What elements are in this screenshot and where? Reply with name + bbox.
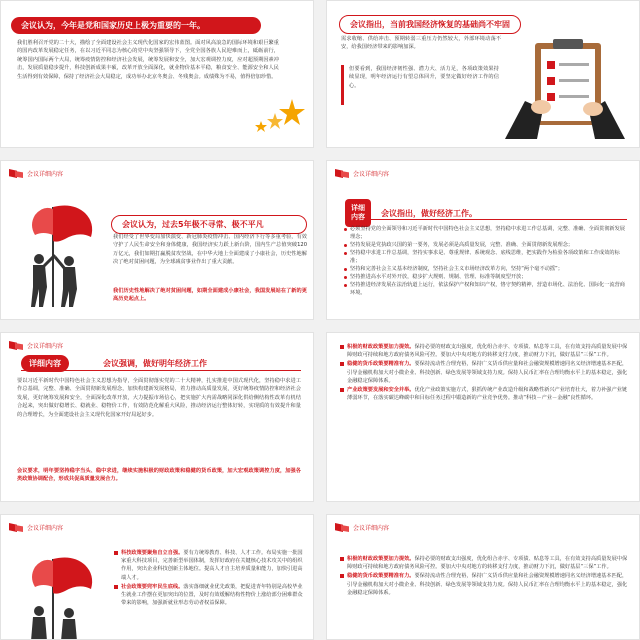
slide-8[interactable] xyxy=(326,514,640,640)
gold-stars-icon xyxy=(247,97,307,137)
slide-2[interactable] xyxy=(326,0,640,148)
flag-icon xyxy=(9,523,23,532)
slide-6-list xyxy=(339,343,631,403)
slide-5-rule xyxy=(21,370,301,371)
slide-3[interactable] xyxy=(0,160,314,320)
list-item: 坚持推进高水平对外开放，稳步扩大规则、规制、管理、标准等制度型开放； xyxy=(343,273,629,281)
list-item: 社会政策要兜牢民生底线。落实落细就业优先政策，把促进青年特别是高校毕业生就业工作摆在更加突出的位置，及时有效缓解结构性物价上涨给部分困难群众带来的影响，加强新就业形态劳动者权益保障。 xyxy=(113,583,307,608)
slide-5[interactable] xyxy=(0,332,314,502)
slide-4-rule xyxy=(371,219,627,220)
slide-3-highlight: 我们历史性地解决了绝对贫困问题，如期全面建成小康社会，我国发展站在了新的更高历史起点上。 xyxy=(113,288,307,303)
slide-5-header xyxy=(9,341,63,350)
slide-2-highlight: 但要看到，我国经济韧性强、潜力大、活力足，各项政策效果持续显现，明年经济运行有望总体回升，要坚定做好经济工作的信心。 xyxy=(349,66,499,89)
list-item: 产业政策要发展和安全并举。优化产业政策实施方式，狠抓传统产业改造升级和战略性新兴产业培育壮大，着力补强产业链薄弱环节，在落实碳达峰碳中和目标任务过程中锻造新的产业竞争优势。推动“科技－产业－金融”良性循环。 xyxy=(339,386,631,402)
list-item: 坚持发展是党执政兴国的第一要务，发展必须是高质量发展，完整、准确、全面贯彻新发展理念； xyxy=(343,241,629,249)
flag-icon xyxy=(9,341,23,350)
list-item: 坚持稳中求进工作总基调，坚持实事求是、尊重规律、系统观念、底线思维，把实践作为检验各项政策和工作成效的标准； xyxy=(343,249,629,265)
list-item: 科技政策要聚焦自立自强。要有力统筹教育、科技、人才工作。布局实施一批国家重大科技项目，完善新型举国体制，发挥好政府在关键核心技术攻关中的组织作用，突出企业科技创新主体地位。提高人才自主培养质量和能力，加快引进高端人才。 xyxy=(113,549,307,582)
slide-5-banner: 会议强调，做好明年经济工作 xyxy=(93,355,217,372)
list-item: 必须坚持党的全面领导和习近平新时代中国特色社会主义思想，坚持稳中求进工作总基调，完整、准确、全面贯彻新发展理念； xyxy=(343,225,629,241)
slide-7[interactable] xyxy=(0,514,314,640)
slide-4-banner: 会议指出，做好经济工作。 xyxy=(371,205,531,222)
clipboard-hands-icon xyxy=(495,31,635,143)
list-item: 稳健的货币政策要精准有力。要保持流动性合理充裕，保持广义货币供应量和社会融资规模增速同名义经济增速基本匹配，引导金融机构加大对小微企业、科技创新、绿色发展等领域支持力度。保持人民币汇率在合理均衡水平上的基本稳定，强化金融稳定保障体系。 xyxy=(339,360,631,385)
slide-2-banner: 会议指出，当前我国经济恢复的基础尚不牢固 xyxy=(339,15,521,34)
slide-1-body: 我们胜利召开党的二十大，描绘了全面建设社会主义现代化国家的宏伟蓝图。面对风高浪急的国际环境和艰巨繁重的国内改革发展稳定任务，在以习近平同志为核心的党中央坚强领导下，全党全国各族人民迎难而上，砥砺前行，统筹国内国际两个大局，统筹疫情防控和经济社会发展，统筹发展和安全，加大宏观调控力度，应对超预期因素冲击，发展质量稳步提升，科技创新成果丰硕，改革开放全面深化，就业物价基本平稳，粮食安全、能源安全和人民生活得到有效保障，保持了经济社会大局稳定，成功举办北京冬奥会、冬残奥会。成绩殊为不易，值得倍加珍惜。 xyxy=(17,40,279,80)
slide-6[interactable] xyxy=(326,332,640,502)
flag-bearers-icon xyxy=(13,197,103,309)
slide-5-header-text: 会议详细内容 xyxy=(27,343,64,350)
detail-tag: 详细内容 xyxy=(21,355,69,372)
slide-3-header xyxy=(9,169,63,178)
slide-7-header-text: 会议详细内容 xyxy=(27,525,64,532)
list-item: 积极的财政政策要加力提效。保持必要的财政支出强度，优化组合赤字、专项债、贴息等工具，在有效支持高质量发展中保障财政可持续和地方政府债务风险可控。要加大中央对地方的转移支付力度，推动财力下沉，做好基层“三保”工作。 xyxy=(339,555,631,571)
flag-icon xyxy=(335,169,349,178)
slide-5-body: 要以习近平新时代中国特色社会主义思想为指导，全面贯彻落实党的二十大精神，扎实推进中国式现代化，坚持稳中求进工作总基调，完整、准确、全面贯彻新发展理念，加快构建新发展格局，着力推动高质量发展，更好统筹疫情防控和经济社会发展，更好统筹发展和安全，全面深化改革开放，大力提振市场信心，把实施扩大内需战略同深化供给侧结构性改革有机结合起来，突出做好稳增长、稳就业、稳物价工作，有效防范化解重大风险，推动经济运行整体好转，实现质的有效提升和量的合理增长，为全面建设社会主义现代化国家开好局起好步。 xyxy=(17,378,301,418)
slide-7-header xyxy=(9,523,63,532)
list-item: 积极的财政政策要加力提效。保持必要的财政支出强度，优化组合赤字、专项债、贴息等工具，在有效支持高质量发展中保障财政可持续和地方政府债务风险可控。要加大中央对地方的转移支付力度，推动财力下沉，做好基层“三保”工作。 xyxy=(339,343,631,359)
list-item: 稳健的货币政策要精准有力。要保持流动性合理充裕，保持广义货币供应量和社会融资规模增速同名义经济增速基本匹配，引导金融机构加大对小微企业、科技创新、绿色发展等领域支持力度。保持人民币汇率在合理均衡水平上的基本稳定，强化金融稳定保障体系。 xyxy=(339,572,631,597)
slide-7-list xyxy=(113,549,307,608)
detail-tag: 详细内容 xyxy=(345,199,371,227)
slide-4-list xyxy=(343,225,629,297)
list-item: 坚持推进经济发展在法治轨道上运行，依法保护产权和知识产权，恪守契约精神，营造市场化、法治化、国际化一流营商环境。 xyxy=(343,281,629,297)
slide-4-header-text: 会议详细内容 xyxy=(353,171,390,178)
slide-8-header xyxy=(335,523,389,532)
slide-4-header xyxy=(335,169,389,178)
slide-8-list xyxy=(339,555,631,598)
list-item: 坚持和完善社会主义基本经济制度，坚持社会主义市场经济改革方向，坚持“两个毫不动摇”； xyxy=(343,265,629,273)
slide-5-highlight: 会议要求，明年要坚持稳字当头、稳中求进，继续实施积极的财政政策和稳健的货币政策，加大宏观政策调控力度，加强各类政策协调配合，形成共促高质量发展合力。 xyxy=(17,468,301,483)
slide-4[interactable] xyxy=(326,160,640,320)
flag-icon xyxy=(9,169,23,178)
slide-2-accent-bar xyxy=(341,65,344,105)
slide-3-header-text: 会议详细内容 xyxy=(27,171,64,178)
slide-1-banner: 会议认为，今年是党和国家历史上极为重要的一年。 xyxy=(11,17,261,34)
slide-8-header-text: 会议详细内容 xyxy=(353,525,390,532)
flag-icon xyxy=(335,523,349,532)
flag-bearers-icon xyxy=(11,549,107,640)
slide-2-body: 需求收缩、供给冲击、预期转弱三重压力仍然较大，外部环境动荡不安，给我国经济带来的影响加深。 xyxy=(341,36,501,51)
slide-3-banner: 会议认为，过去5年极不寻常、极不平凡 xyxy=(111,215,307,234)
slide-3-body: 我们经受了世界变局加快演变、新冠肺炎疫情冲击、国内经济下行等多重考验，有效守护了人民生命安全和身体健康，我国经济实力跃上新台阶，国内生产总值突破120万亿元，我们如期打赢脱贫攻坚战，在中华大地上全面建成了小康社会，历史性地解决了绝对贫困问题，为全球减贫事业作出了重大贡献。 xyxy=(113,234,307,266)
slide-1[interactable] xyxy=(0,0,314,148)
